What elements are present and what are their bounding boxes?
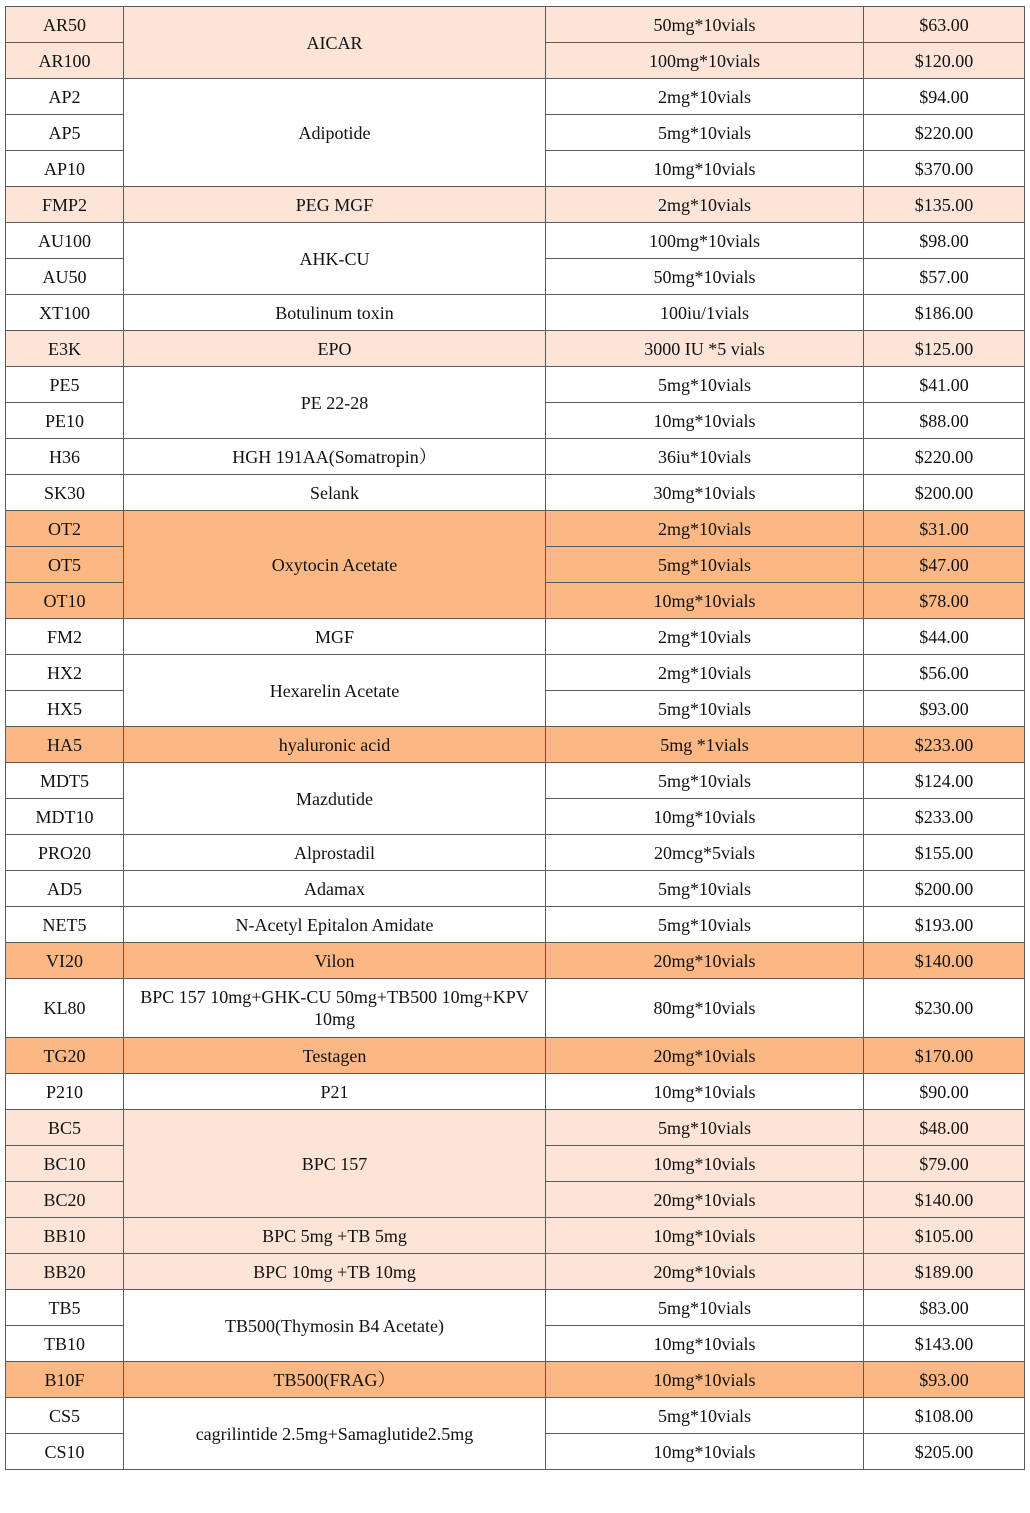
package-size-cell: 36iu*10vials xyxy=(546,439,864,475)
product-name-cell: HGH 191AA(Somatropin） xyxy=(124,439,546,475)
price-cell: $170.00 xyxy=(864,1038,1025,1074)
product-name-cell: Oxytocin Acetate xyxy=(124,511,546,619)
product-code-cell: B10F xyxy=(6,1362,124,1398)
product-code-cell: AR100 xyxy=(6,43,124,79)
package-size-cell: 5mg *1vials xyxy=(546,727,864,763)
product-name-cell: BPC 5mg +TB 5mg xyxy=(124,1218,546,1254)
package-size-cell: 5mg*10vials xyxy=(546,907,864,943)
product-code-cell: HA5 xyxy=(6,727,124,763)
price-cell: $41.00 xyxy=(864,367,1025,403)
package-size-cell: 100mg*10vials xyxy=(546,43,864,79)
product-code-cell: VI20 xyxy=(6,943,124,979)
product-code-cell: FMP2 xyxy=(6,187,124,223)
price-cell: $83.00 xyxy=(864,1290,1025,1326)
price-cell: $186.00 xyxy=(864,295,1025,331)
product-name-cell: Adipotide xyxy=(124,79,546,187)
package-size-cell: 10mg*10vials xyxy=(546,1074,864,1110)
table-row xyxy=(6,727,1025,763)
price-cell: $120.00 xyxy=(864,43,1025,79)
package-size-cell: 10mg*10vials xyxy=(546,403,864,439)
package-size-cell: 5mg*10vials xyxy=(546,115,864,151)
product-name-cell: BPC 157 10mg+GHK-CU 50mg+TB500 10mg+KPV 10mg xyxy=(124,979,546,1038)
table-row xyxy=(6,871,1025,907)
package-size-cell: 5mg*10vials xyxy=(546,691,864,727)
package-size-cell: 50mg*10vials xyxy=(546,7,864,43)
package-size-cell: 20mg*10vials xyxy=(546,1182,864,1218)
product-name-cell: Hexarelin Acetate xyxy=(124,655,546,727)
product-code-cell: TB5 xyxy=(6,1290,124,1326)
product-code-cell: XT100 xyxy=(6,295,124,331)
price-cell: $98.00 xyxy=(864,223,1025,259)
product-name-cell: Adamax xyxy=(124,871,546,907)
package-size-cell: 100iu/1vials xyxy=(546,295,864,331)
price-cell: $200.00 xyxy=(864,871,1025,907)
product-name-cell: N-Acetyl Epitalon Amidate xyxy=(124,907,546,943)
package-size-cell: 5mg*10vials xyxy=(546,1290,864,1326)
product-name-cell: PEG MGF xyxy=(124,187,546,223)
price-cell: $78.00 xyxy=(864,583,1025,619)
product-code-cell: PRO20 xyxy=(6,835,124,871)
product-name-cell: TB500(Thymosin B4 Acetate) xyxy=(124,1290,546,1362)
table-row xyxy=(6,907,1025,943)
package-size-cell: 2mg*10vials xyxy=(546,655,864,691)
product-code-cell: BC20 xyxy=(6,1182,124,1218)
product-name-cell: BPC 10mg +TB 10mg xyxy=(124,1254,546,1290)
table-row xyxy=(6,367,1025,403)
product-name-cell: AICAR xyxy=(124,7,546,79)
product-name-cell: hyaluronic acid xyxy=(124,727,546,763)
table-row xyxy=(6,1362,1025,1398)
product-name-cell: Testagen xyxy=(124,1038,546,1074)
product-name-cell: P21 xyxy=(124,1074,546,1110)
price-cell: $63.00 xyxy=(864,7,1025,43)
product-name-cell: TB500(FRAG） xyxy=(124,1362,546,1398)
product-code-cell: MDT5 xyxy=(6,763,124,799)
table-row xyxy=(6,439,1025,475)
price-cell: $94.00 xyxy=(864,79,1025,115)
package-size-cell: 20mg*10vials xyxy=(546,1254,864,1290)
price-cell: $48.00 xyxy=(864,1110,1025,1146)
package-size-cell: 10mg*10vials xyxy=(546,1362,864,1398)
package-size-cell: 2mg*10vials xyxy=(546,619,864,655)
package-size-cell: 5mg*10vials xyxy=(546,1398,864,1434)
table-row xyxy=(6,979,1025,1038)
price-cell: $57.00 xyxy=(864,259,1025,295)
table-row xyxy=(6,1110,1025,1146)
package-size-cell: 5mg*10vials xyxy=(546,547,864,583)
package-size-cell: 2mg*10vials xyxy=(546,511,864,547)
package-size-cell: 10mg*10vials xyxy=(546,1146,864,1182)
package-size-cell: 3000 IU *5 vials xyxy=(546,331,864,367)
table-row xyxy=(6,511,1025,547)
product-code-cell: FM2 xyxy=(6,619,124,655)
product-code-cell: PE10 xyxy=(6,403,124,439)
table-row xyxy=(6,1074,1025,1110)
product-name-cell: MGF xyxy=(124,619,546,655)
price-cell: $200.00 xyxy=(864,475,1025,511)
product-name-cell: Mazdutide xyxy=(124,763,546,835)
package-size-cell: 10mg*10vials xyxy=(546,583,864,619)
product-code-cell: BC10 xyxy=(6,1146,124,1182)
price-cell: $205.00 xyxy=(864,1434,1025,1470)
product-code-cell: AU50 xyxy=(6,259,124,295)
price-cell: $47.00 xyxy=(864,547,1025,583)
table-row xyxy=(6,655,1025,691)
product-code-cell: AD5 xyxy=(6,871,124,907)
package-size-cell: 50mg*10vials xyxy=(546,259,864,295)
product-code-cell: P210 xyxy=(6,1074,124,1110)
price-cell: $220.00 xyxy=(864,115,1025,151)
package-size-cell: 10mg*10vials xyxy=(546,1434,864,1470)
table-row xyxy=(6,619,1025,655)
table-row xyxy=(6,295,1025,331)
product-code-cell: E3K xyxy=(6,331,124,367)
price-cell: $233.00 xyxy=(864,727,1025,763)
product-name-cell: Botulinum toxin xyxy=(124,295,546,331)
product-name-cell: Vilon xyxy=(124,943,546,979)
product-code-cell: NET5 xyxy=(6,907,124,943)
price-table xyxy=(5,6,1025,1470)
product-code-cell: TB10 xyxy=(6,1326,124,1362)
price-cell: $140.00 xyxy=(864,943,1025,979)
table-row xyxy=(6,1254,1025,1290)
table-row xyxy=(6,331,1025,367)
table-row xyxy=(6,1218,1025,1254)
price-cell: $31.00 xyxy=(864,511,1025,547)
price-cell: $155.00 xyxy=(864,835,1025,871)
product-name-cell: cagrilintide 2.5mg+Samaglutide2.5mg xyxy=(124,1398,546,1470)
price-cell: $220.00 xyxy=(864,439,1025,475)
price-cell: $370.00 xyxy=(864,151,1025,187)
product-code-cell: OT5 xyxy=(6,547,124,583)
product-code-cell: BB20 xyxy=(6,1254,124,1290)
package-size-cell: 10mg*10vials xyxy=(546,1218,864,1254)
product-code-cell: MDT10 xyxy=(6,799,124,835)
product-code-cell: HX5 xyxy=(6,691,124,727)
product-code-cell: AR50 xyxy=(6,7,124,43)
product-code-cell: TG20 xyxy=(6,1038,124,1074)
price-cell: $124.00 xyxy=(864,763,1025,799)
table-row xyxy=(6,7,1025,43)
price-cell: $88.00 xyxy=(864,403,1025,439)
product-code-cell: OT2 xyxy=(6,511,124,547)
product-code-cell: PE5 xyxy=(6,367,124,403)
package-size-cell: 20mg*10vials xyxy=(546,943,864,979)
package-size-cell: 5mg*10vials xyxy=(546,367,864,403)
price-cell: $79.00 xyxy=(864,1146,1025,1182)
table-row xyxy=(6,187,1025,223)
table-row xyxy=(6,475,1025,511)
product-code-cell: AP5 xyxy=(6,115,124,151)
product-name-cell: EPO xyxy=(124,331,546,367)
product-code-cell: CS5 xyxy=(6,1398,124,1434)
package-size-cell: 10mg*10vials xyxy=(546,1326,864,1362)
price-cell: $233.00 xyxy=(864,799,1025,835)
price-cell: $90.00 xyxy=(864,1074,1025,1110)
product-code-cell: H36 xyxy=(6,439,124,475)
product-code-cell: KL80 xyxy=(6,979,124,1038)
product-name-cell: Selank xyxy=(124,475,546,511)
package-size-cell: 2mg*10vials xyxy=(546,187,864,223)
package-size-cell: 100mg*10vials xyxy=(546,223,864,259)
product-code-cell: CS10 xyxy=(6,1434,124,1470)
package-size-cell: 2mg*10vials xyxy=(546,79,864,115)
price-cell: $105.00 xyxy=(864,1218,1025,1254)
product-name-cell: BPC 157 xyxy=(124,1110,546,1218)
table-row xyxy=(6,79,1025,115)
package-size-cell: 20mg*10vials xyxy=(546,1038,864,1074)
package-size-cell: 30mg*10vials xyxy=(546,475,864,511)
table-row xyxy=(6,835,1025,871)
package-size-cell: 10mg*10vials xyxy=(546,799,864,835)
price-cell: $44.00 xyxy=(864,619,1025,655)
product-name-cell: Alprostadil xyxy=(124,835,546,871)
table-row xyxy=(6,223,1025,259)
package-size-cell: 20mcg*5vials xyxy=(546,835,864,871)
product-code-cell: HX2 xyxy=(6,655,124,691)
product-name-cell: PE 22-28 xyxy=(124,367,546,439)
product-code-cell: OT10 xyxy=(6,583,124,619)
price-cell: $93.00 xyxy=(864,691,1025,727)
product-code-cell: BC5 xyxy=(6,1110,124,1146)
price-cell: $189.00 xyxy=(864,1254,1025,1290)
price-cell: $193.00 xyxy=(864,907,1025,943)
price-cell: $108.00 xyxy=(864,1398,1025,1434)
table-row xyxy=(6,763,1025,799)
table-row xyxy=(6,1398,1025,1434)
price-cell: $140.00 xyxy=(864,1182,1025,1218)
product-name-cell: AHK-CU xyxy=(124,223,546,295)
product-code-cell: AU100 xyxy=(6,223,124,259)
product-code-cell: SK30 xyxy=(6,475,124,511)
price-table-body xyxy=(6,7,1025,1470)
package-size-cell: 5mg*10vials xyxy=(546,1110,864,1146)
table-row xyxy=(6,1038,1025,1074)
product-code-cell: AP10 xyxy=(6,151,124,187)
price-cell: $135.00 xyxy=(864,187,1025,223)
product-code-cell: BB10 xyxy=(6,1218,124,1254)
price-cell: $230.00 xyxy=(864,979,1025,1038)
table-row xyxy=(6,1290,1025,1326)
price-cell: $56.00 xyxy=(864,655,1025,691)
product-code-cell: AP2 xyxy=(6,79,124,115)
package-size-cell: 5mg*10vials xyxy=(546,763,864,799)
package-size-cell: 5mg*10vials xyxy=(546,871,864,907)
price-cell: $143.00 xyxy=(864,1326,1025,1362)
package-size-cell: 80mg*10vials xyxy=(546,979,864,1038)
price-cell: $93.00 xyxy=(864,1362,1025,1398)
table-row xyxy=(6,943,1025,979)
price-cell: $125.00 xyxy=(864,331,1025,367)
package-size-cell: 10mg*10vials xyxy=(546,151,864,187)
